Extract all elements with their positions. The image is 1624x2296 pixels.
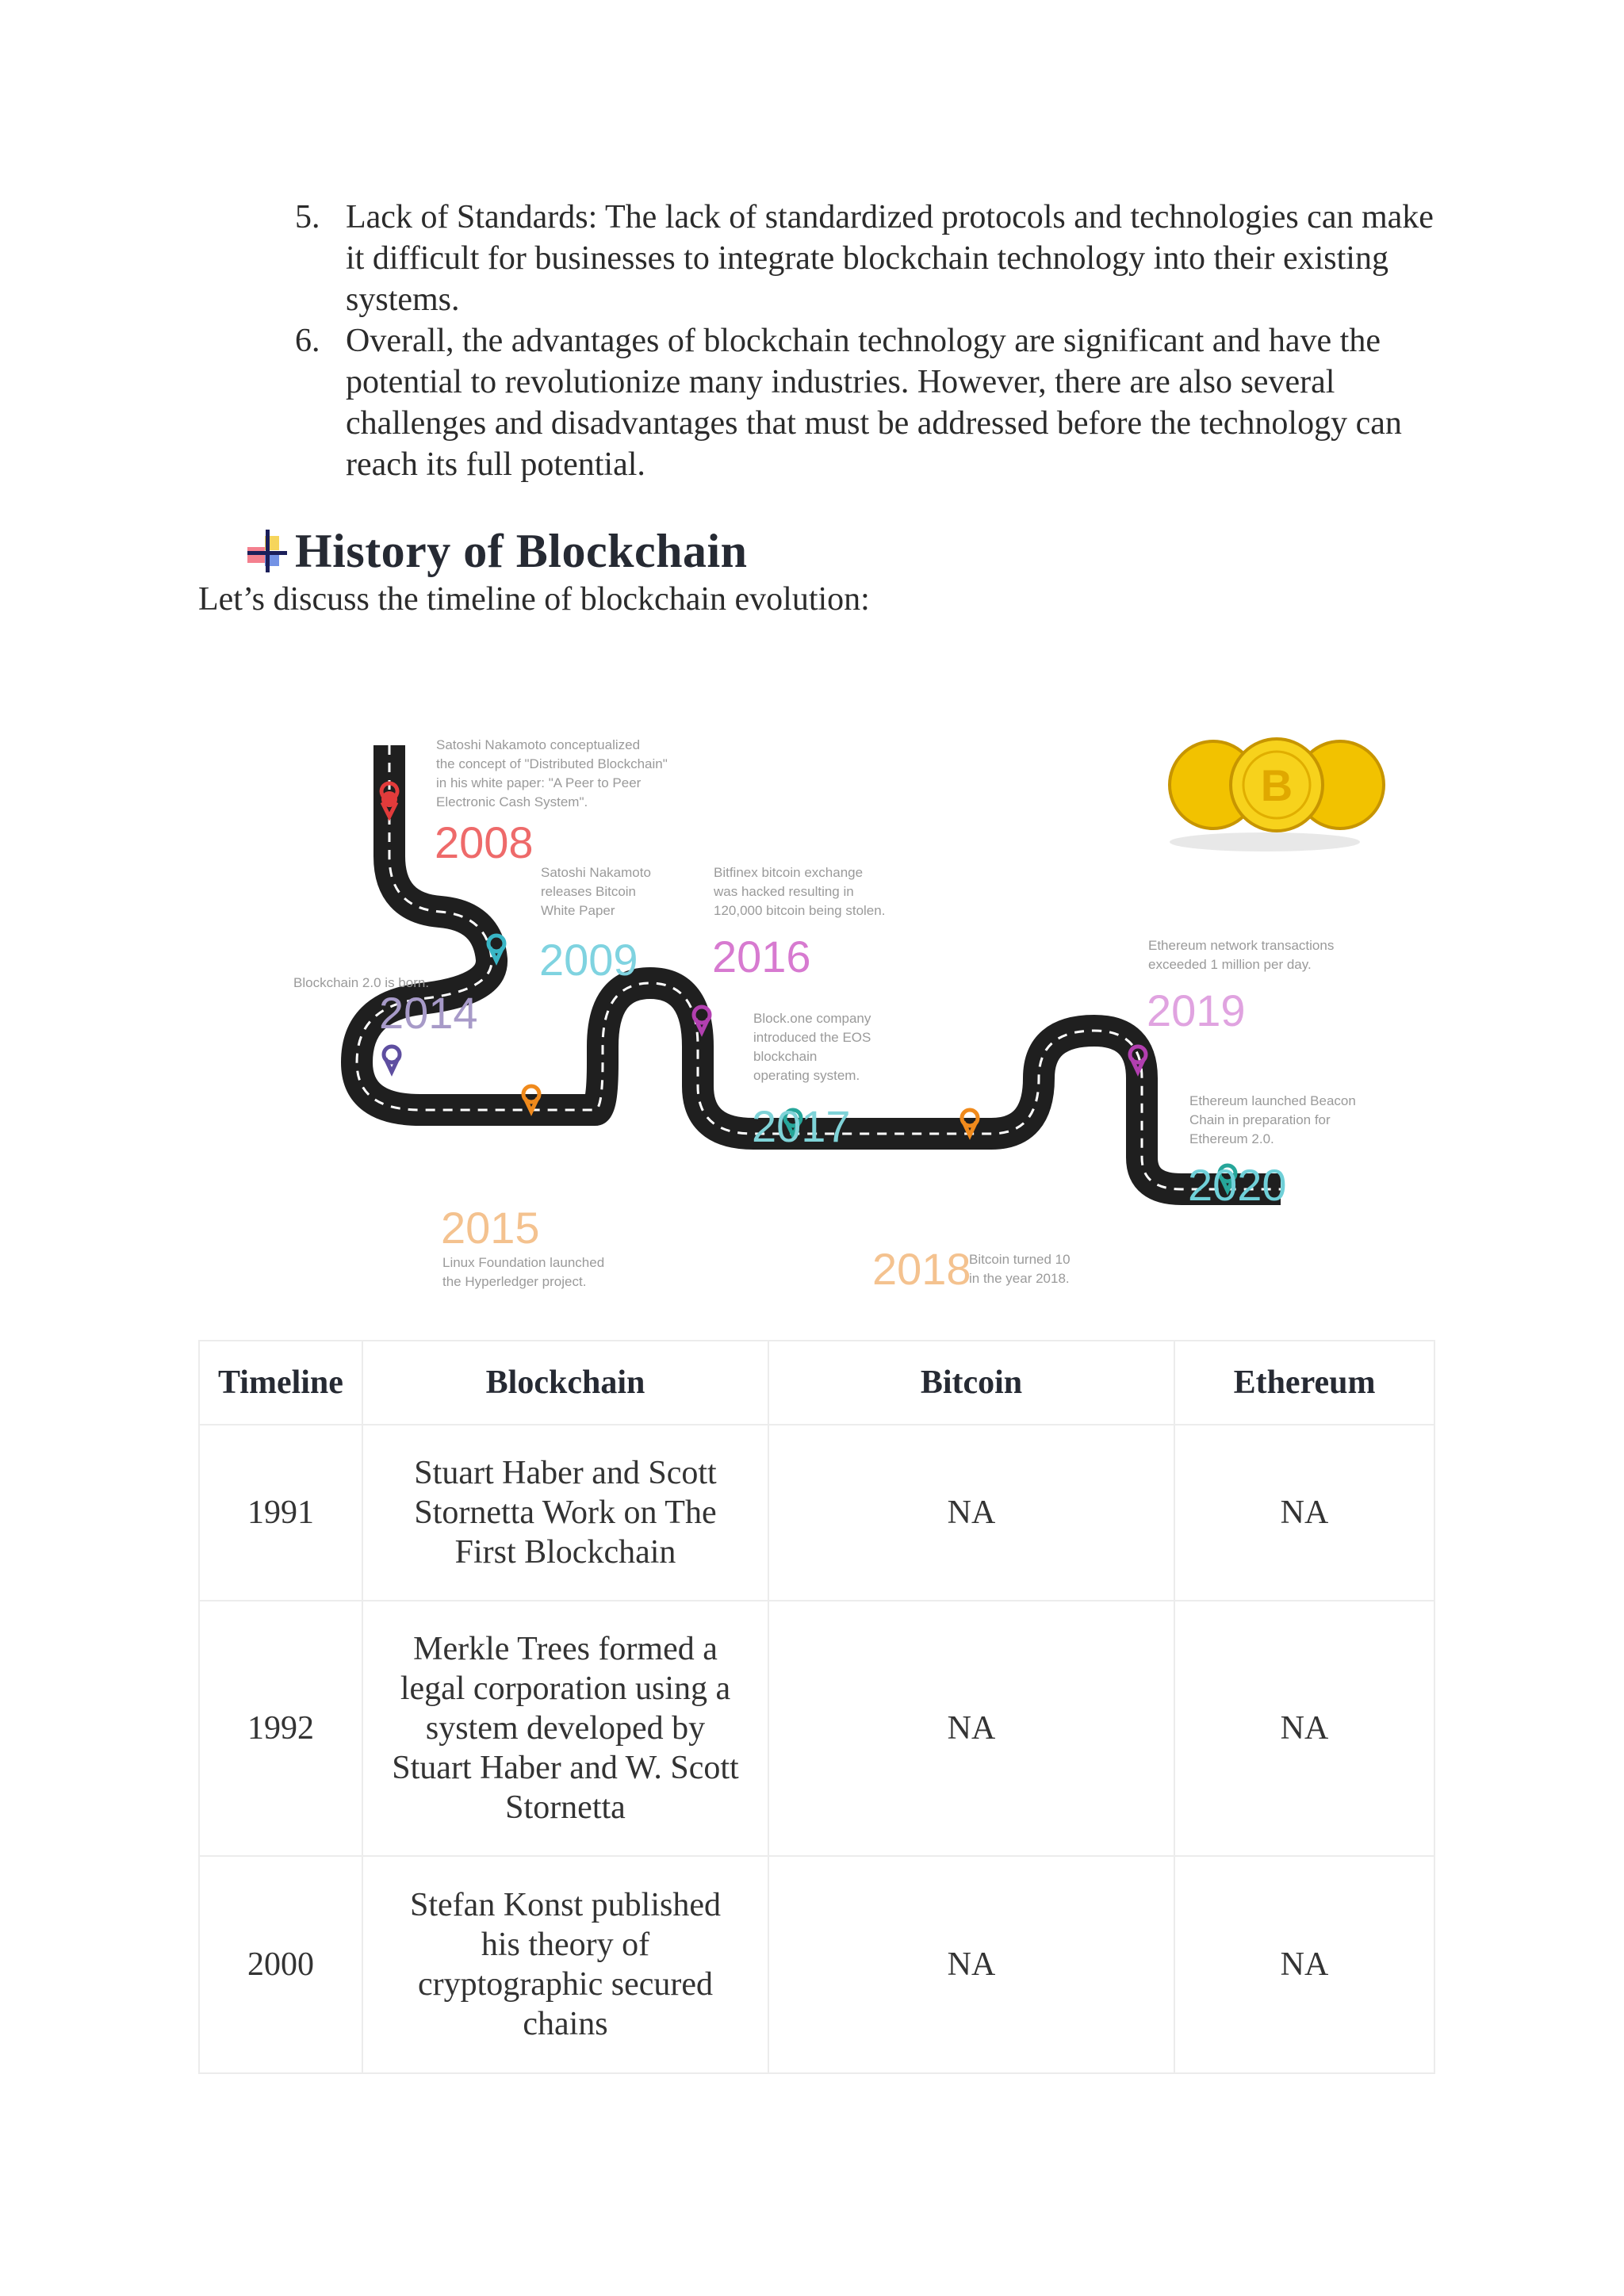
cell-blockchain: Stuart Haber and Scott Stornetta Work on The First Blockchain <box>362 1425 768 1601</box>
milestone-year: 2018 <box>872 1244 971 1294</box>
milestone-desc: 120,000 bitcoin being stolen. <box>714 903 886 918</box>
list-item <box>295 320 1453 485</box>
milestone-desc: introduced the EOS <box>753 1030 871 1045</box>
pin-icon <box>384 1047 400 1072</box>
milestone-desc: Bitfinex bitcoin exchange <box>714 865 864 880</box>
cell-year: 1992 <box>199 1601 362 1856</box>
bitcoin-coins <box>1170 739 1384 851</box>
table-row <box>199 1601 1434 1856</box>
milestone-desc: Satoshi Nakamoto conceptualized <box>436 737 641 752</box>
timeline-table <box>198 1340 1435 2074</box>
milestone-year: 2008 <box>435 817 534 867</box>
table-row <box>199 1425 1434 1601</box>
cell-ethereum: NA <box>1174 1425 1434 1601</box>
milestone-2019 <box>1147 938 1334 1035</box>
milestone-desc: Ethereum launched Beacon <box>1189 1093 1356 1108</box>
cell-year: 1991 <box>199 1425 362 1601</box>
milestone-year: 2016 <box>712 932 811 982</box>
milestone-2016 <box>712 865 885 982</box>
milestone-desc: the Hyperledger project. <box>442 1274 587 1289</box>
list-number: 6. <box>295 323 320 359</box>
milestone-year: 2014 <box>379 988 478 1038</box>
milestone-desc: was hacked resulting in <box>714 884 854 899</box>
milestone-desc: Block.one company <box>753 1011 871 1026</box>
milestone-desc: Electronic Cash System". <box>436 794 588 809</box>
milestone-desc: the concept of "Distributed Blockchain" <box>436 756 668 771</box>
milestone-2018 <box>872 1244 1071 1294</box>
milestone-2009 <box>539 865 651 985</box>
column-header: Blockchain <box>362 1341 768 1425</box>
cell-bitcoin: NA <box>768 1425 1174 1601</box>
intro-text: Let’s discuss the timeline of blockchain evolution: <box>198 581 870 618</box>
list-item <box>295 197 1453 320</box>
milestone-desc: Bitcoin turned 10 <box>969 1252 1071 1267</box>
milestone-desc: Chain in preparation for <box>1189 1112 1331 1127</box>
section-heading <box>244 523 748 579</box>
milestone-desc: releases Bitcoin <box>541 884 637 899</box>
heading-title: History of Blockchain <box>295 524 748 577</box>
milestone-desc: Satoshi Nakamoto <box>541 865 651 880</box>
milestone-2008 <box>435 737 668 867</box>
milestone-year: 2019 <box>1147 985 1246 1035</box>
milestone-year: 2015 <box>441 1203 540 1253</box>
cell-year: 2000 <box>199 1856 362 2073</box>
cell-ethereum: NA <box>1174 1856 1434 2073</box>
column-header: Bitcoin <box>768 1341 1174 1425</box>
milestone-desc: blockchain <box>753 1049 818 1064</box>
column-header: Timeline <box>199 1341 362 1425</box>
milestone-desc: operating system. <box>753 1068 860 1083</box>
timeline-infographic <box>278 714 1427 1316</box>
milestone-desc: Ethereum network transactions <box>1148 938 1335 953</box>
cell-blockchain: Stefan Konst published his theory of cryptographic secured chains <box>362 1856 768 2073</box>
milestone-year: 2017 <box>752 1101 851 1151</box>
timeline-graphic <box>278 714 1427 1316</box>
list-text: Overall, the advantages of blockchain technology are significant and have the potential to revolutionize many industries. However, there are also several challenges and disadvantages that must be addressed before the technology can reach its full potential. <box>346 323 1402 483</box>
column-header: Ethereum <box>1174 1341 1434 1425</box>
milestone-2020 <box>1188 1093 1356 1210</box>
milestone-desc: in his white paper: "A Peer to Peer <box>436 775 642 790</box>
milestone-desc: Linux Foundation launched <box>442 1255 605 1270</box>
milestone-desc: exceeded 1 million per day. <box>1148 957 1312 972</box>
list-number: 5. <box>295 199 320 235</box>
milestone-desc: Blockchain 2.0 is born. <box>293 975 430 990</box>
cell-bitcoin: NA <box>768 1856 1174 2073</box>
milestone-desc: White Paper <box>541 903 615 918</box>
milestone-2015 <box>441 1203 604 1289</box>
table-row <box>199 1856 1434 2073</box>
plus-bullet-icon <box>244 528 290 574</box>
cell-ethereum: NA <box>1174 1601 1434 1856</box>
milestone-year: 2020 <box>1188 1160 1287 1210</box>
cell-blockchain: Merkle Trees formed a legal corporation using a system developed by Stuart Haber and W. Scott Stornetta <box>362 1601 768 1856</box>
milestone-desc: in the year 2018. <box>969 1271 1070 1286</box>
cell-bitcoin: NA <box>768 1601 1174 1856</box>
coin-letter: B <box>1260 760 1293 810</box>
milestone-year: 2009 <box>539 935 638 985</box>
milestone-desc: Ethereum 2.0. <box>1189 1131 1274 1146</box>
numbered-list <box>295 197 1453 485</box>
table-header-row <box>199 1341 1434 1425</box>
list-text: Lack of Standards: The lack of standardized protocols and technologies can make it difficult for businesses to integrate blockchain technology into their existing systems. <box>346 199 1434 318</box>
